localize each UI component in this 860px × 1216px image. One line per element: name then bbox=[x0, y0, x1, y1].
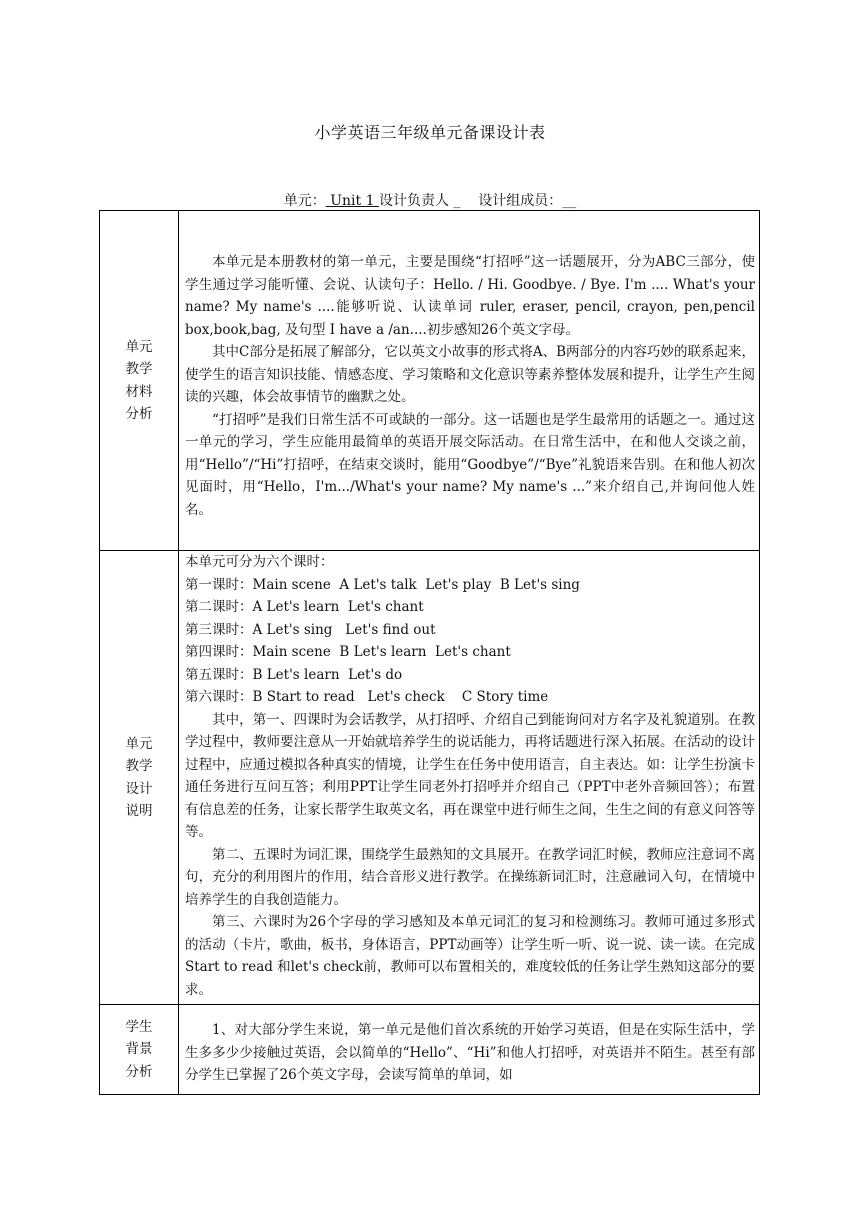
paragraph: “打招呼”是我们日常生活不可或缺的一部分。这一话题也是学生最常用的话题之一。通过这一单元的学习，学生应能用最简单的英语开展交际活动。在日常生活中，在和他人交谈之前，用“Hello”/“Hi”打招呼，在结束交谈时，能用“Goodbye”/“Bye”礼貌语来告别。在和他人初次见面时，用“Hello，I'm.../What's your name? My name's ...”来介绍自己,并询问他人姓名。 bbox=[185, 411, 755, 518]
lesson-line: 本单元可分为六个课时： bbox=[185, 554, 334, 570]
unit-meta-line bbox=[0, 190, 860, 210]
lesson-line: 第一课时：Main scene A Let's talk Let's play B Let's sing bbox=[185, 576, 580, 593]
label-line: 材料 bbox=[125, 383, 153, 400]
label-line: 分析 bbox=[125, 406, 153, 422]
row-label-material-analysis bbox=[100, 211, 179, 551]
paragraph: 其中C部分是拓展了解部分，它以英文小故事的形式将A、B两部分的内容巧妙的联系起来，使学生的语言知识技能、情感态度、学习策略和文化意识等素养整体发展和提升，让学生产生阅读的兴趣，体会故事情节的幽默之处。 bbox=[185, 344, 755, 405]
lesson-line: 第二课时：A Let's learn Let's chant bbox=[185, 599, 424, 615]
page-title: 小学英语三年级单元备课设计表 bbox=[314, 123, 546, 142]
label-line: 教学 bbox=[125, 758, 153, 774]
paragraph: 第三、六课时为26个字母的学习感知及本单元词汇的复习和检测练习。教师可通过多形式的活动（卡片，歌曲，板书，身体语言，PPT动画等）让学生听一听、说一说、读一读。在完成Start to read 和let's check前，教师可以布置相关的，难度较低的任务让学生熟知这部分的要求。 bbox=[185, 914, 755, 998]
paragraph: 1、对大部分学生来说，第一单元是他们首次系统的开始学习英语，但是在实际生活中，学生多多少少接触过英语，会以简单的“Hello”、“Hi”和他人打招呼，对英语并不陌生。甚至有部分学生已掌握了26个英文字母，会读写简单的单词，如 bbox=[185, 1022, 755, 1083]
table-row-design-notes bbox=[100, 551, 760, 1005]
label-line: 背景 bbox=[125, 1041, 153, 1058]
team-value: __ bbox=[562, 193, 577, 209]
lesson-line: 第三课时：A Let's sing Let's find out bbox=[185, 621, 436, 638]
paragraph: 第二、五课时为词汇课，围绕学生最熟知的文具展开。在教学词汇时候，教师应注意词不离句，充分的利用图片的作用，结合音形义进行教学。在操练新词汇时，注意融词入句，在情境中培养学生的自我创造能力。 bbox=[185, 846, 755, 908]
student-background-content bbox=[179, 1005, 760, 1095]
paragraph: 其中，第一、四课时为会话教学，从打招呼、介绍自己到能询问对方名字及礼貌道别。在教学过程中，教师要注意从一开始就培养学生的说话能力，再将话题进行深入拓展。在活动的设计过程中，应通过模拟各种真实的情境，让学生在任务中使用语言，自主表达。如：让学生扮演卡通任务进行互问互答；利用PPT让学生同老外打招呼并介绍自己（PPT中老外音频回答）；布置有信息差的任务，让家长帮学生取英文名，再在课堂中进行师生之间，生生之间的有意义问答等等。 bbox=[185, 711, 755, 840]
team-label: 设计组成员： bbox=[478, 193, 563, 209]
table-row-student-background bbox=[100, 1005, 760, 1095]
table-row-material-analysis bbox=[100, 211, 760, 551]
designer-label: 设计负责人 bbox=[378, 193, 449, 209]
material-analysis-content bbox=[179, 211, 760, 551]
label-line: 说明 bbox=[125, 803, 153, 819]
label-line: 设计 bbox=[125, 780, 153, 797]
label-line: 单元 bbox=[125, 338, 153, 355]
unit-value: Unit 1 bbox=[325, 193, 379, 209]
row-label-design-notes bbox=[100, 551, 179, 1005]
design-notes-content bbox=[179, 551, 760, 1005]
lesson-line: 第四课时：Main scene B Let's learn Let's chant bbox=[185, 644, 511, 660]
lesson-line: 第五课时：B Let's learn Let's do bbox=[185, 666, 403, 683]
designer-value: _ bbox=[453, 193, 461, 209]
lesson-plan-table bbox=[99, 210, 760, 1095]
label-line: 分析 bbox=[125, 1063, 153, 1080]
label-line: 教学 bbox=[125, 361, 153, 377]
unit-label: 单元： bbox=[283, 193, 326, 209]
lesson-line: 第六课时：B Start to read Let's check C Story time bbox=[185, 689, 549, 705]
row-label-student-background bbox=[100, 1005, 179, 1095]
paragraph: 本单元是本册教材的第一单元，主要是围绕“打招呼”这一话题展开，分为ABC三部分，使学生通过学习能听懂、会说、认读句子：Hello. / Hi. Goodbye. / Bye. I'm .... What's your name? My name's ....能够听说、认读单词 ruler, eraser, pencil, crayon, pen,pencil box,book,bag, 及句型 I have a /an....初步感知26个英文字母。 bbox=[185, 254, 755, 338]
label-line: 学生 bbox=[125, 1018, 153, 1035]
label-line: 单元 bbox=[125, 735, 153, 752]
